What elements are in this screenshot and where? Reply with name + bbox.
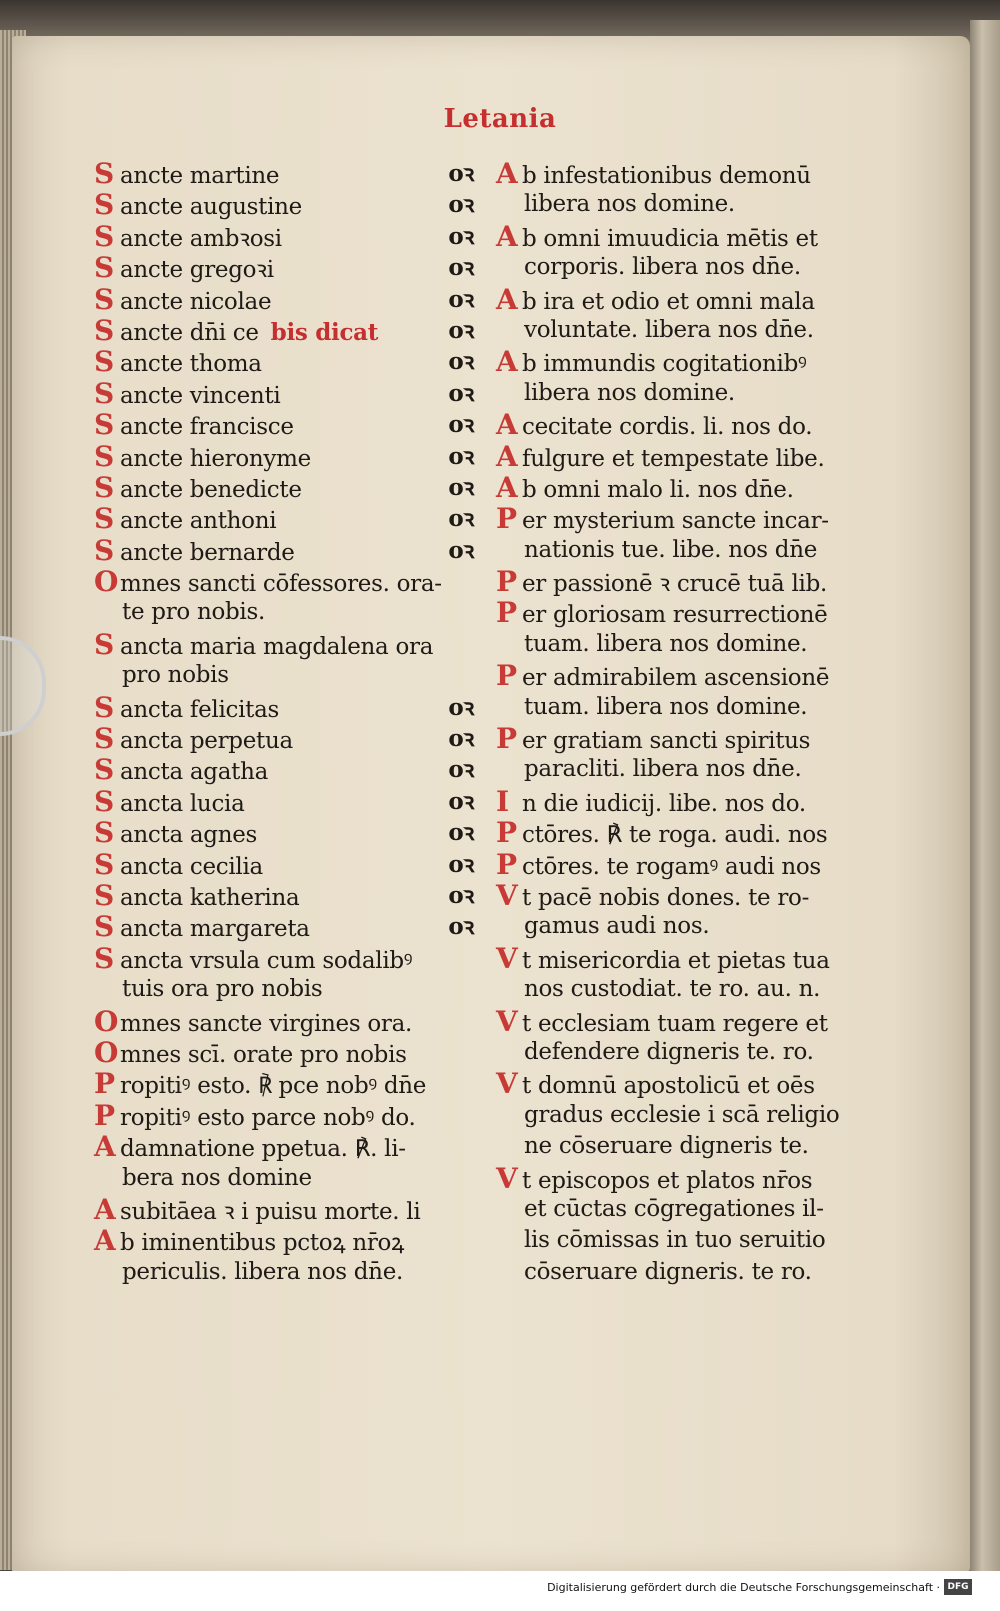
line-text: mnes sancte virgines ora.	[120, 1010, 413, 1037]
line-text: t ecclesiam tuam regere et	[522, 1010, 828, 1037]
text-line	[496, 315, 876, 346]
rubricated-initial: S	[94, 878, 114, 912]
footer-credit: Digitalisierung gefördert durch die Deutsche Forschungsgemeinschaft ·	[547, 1581, 940, 1594]
text-line	[94, 817, 474, 848]
response-abbrev: oꝛ	[448, 191, 474, 219]
right-page-stack	[970, 20, 1000, 1580]
rubricated-initial: A	[94, 1192, 116, 1226]
line-text: t pacē nobis dones. te ro-	[522, 884, 810, 911]
text-line	[496, 692, 876, 723]
text-line	[94, 1131, 474, 1162]
text-line	[496, 409, 876, 440]
line-text: damnatione ppetua. ℟. li-	[120, 1136, 406, 1163]
line-text: er passionē ꝛ crucē tuā lib.	[522, 571, 828, 598]
line-text: ancta felicitas	[120, 696, 280, 723]
line-text: ancte augustine	[120, 194, 302, 221]
line-text: ctōres. ℟ te roga. audi. nos	[522, 822, 828, 849]
text-line	[94, 692, 474, 723]
text-line	[496, 849, 876, 880]
line-text: ancte ambꝛosi	[120, 225, 282, 252]
text-line	[496, 1194, 876, 1225]
line-text: er gratiam sancti spiritus	[522, 728, 811, 755]
response-abbrev: oꝛ	[448, 536, 474, 564]
response-abbrev: oꝛ	[448, 379, 474, 407]
text-line	[94, 1068, 474, 1099]
line-text: ancte nicolae	[120, 288, 272, 315]
line-text: defendere digneris te. ro.	[524, 1038, 814, 1065]
rubricated-initial: A	[496, 345, 518, 379]
text-line	[94, 252, 474, 283]
line-text: gamus audi nos.	[524, 913, 710, 940]
text-line	[94, 849, 474, 880]
text-line	[496, 911, 876, 942]
line-text: mnes sancti cōfessores. ora-	[120, 571, 442, 598]
text-line	[496, 660, 876, 691]
line-text: er mysterium sancte incar-	[522, 508, 829, 535]
rubricated-initial: S	[94, 470, 114, 504]
rubric-text: bis dicat	[270, 318, 379, 346]
text-line	[94, 284, 474, 315]
line-text: ancte thoma	[120, 351, 262, 378]
line-text: corporis. libera nos dn̄e.	[524, 254, 801, 281]
text-line	[496, 1163, 876, 1194]
text-line	[94, 1225, 474, 1256]
rubricated-initial: S	[94, 816, 114, 850]
rubricated-initial: S	[94, 188, 114, 222]
line-text: ancta agatha	[120, 759, 268, 786]
rubricated-initial: A	[94, 1224, 116, 1258]
text-line	[496, 472, 876, 503]
text-line	[94, 943, 474, 974]
line-text: ancte martine	[120, 163, 280, 189]
rubricated-initial: S	[94, 502, 114, 536]
response-abbrev: oꝛ	[448, 348, 474, 376]
text-line	[496, 441, 876, 472]
response-abbrev: oꝛ	[448, 881, 474, 909]
response-abbrev: oꝛ	[448, 850, 474, 878]
line-text: ancta agnes	[120, 822, 258, 849]
text-line	[94, 754, 474, 785]
rubricated-initial: A	[496, 439, 518, 473]
text-line	[496, 597, 876, 628]
line-text: subitāea ꝛ i puisu morte. li	[120, 1198, 421, 1225]
line-text: ancta katherina	[120, 884, 300, 911]
rubricated-initial: S	[94, 408, 114, 442]
response-abbrev: oꝛ	[448, 505, 474, 533]
rubricated-initial: S	[94, 533, 114, 567]
line-text: ropitiꝰ esto parce nobꝰ do.	[120, 1104, 416, 1131]
line-text: lis cōmissas in tuo seruitio	[524, 1227, 826, 1254]
response-abbrev: oꝛ	[448, 285, 474, 313]
line-text: b iminentibus pctoꝝ nr̄oꝝ	[120, 1230, 405, 1257]
rubricated-initial: S	[94, 910, 114, 944]
dfg-logo: DFG	[944, 1579, 972, 1595]
text-line	[94, 441, 474, 472]
text-line	[94, 566, 474, 597]
rubricated-initial: S	[94, 627, 114, 661]
rubricated-initial: O	[94, 1035, 119, 1069]
response-abbrev: oꝛ	[448, 913, 474, 941]
text-line	[94, 1006, 474, 1037]
text-line	[94, 786, 474, 817]
response-abbrev: oꝛ	[448, 254, 474, 282]
line-text: libera nos domine.	[524, 191, 735, 218]
text-line	[496, 974, 876, 1005]
text-line	[496, 252, 876, 283]
text-line	[94, 974, 474, 1005]
line-text: tuam. libera nos domine.	[524, 693, 808, 720]
rubricated-initial: A	[496, 408, 518, 442]
text-line	[94, 221, 474, 252]
rubricated-initial: S	[94, 753, 114, 787]
text-line	[496, 1037, 876, 1068]
text-line	[496, 284, 876, 315]
text-line	[496, 535, 876, 566]
rubricated-initial: P	[496, 816, 517, 850]
line-text: libera nos domine.	[524, 379, 735, 406]
text-line	[496, 817, 876, 848]
line-text: b immundis cogitationibꝰ	[522, 351, 807, 378]
rubricated-initial: S	[94, 345, 114, 379]
line-text: ancta vrsula cum sodalibꝰ	[120, 947, 413, 974]
rubricated-initial: A	[94, 1130, 116, 1164]
line-text: n die iudicij. libe. nos do.	[522, 790, 806, 817]
response-abbrev: oꝛ	[448, 473, 474, 501]
text-line	[94, 880, 474, 911]
line-text: ancta margareta	[120, 916, 310, 943]
rubricated-initial: A	[496, 470, 518, 504]
line-text: er gloriosam resurrectionē	[522, 602, 828, 629]
rubricated-initial: V	[496, 1004, 518, 1038]
line-text: t misericordia et pietas tua	[522, 947, 830, 974]
response-abbrev: oꝛ	[448, 411, 474, 439]
text-line	[94, 409, 474, 440]
text-line	[94, 1257, 474, 1288]
text-line	[94, 189, 474, 220]
response-abbrev: oꝛ	[448, 756, 474, 784]
response-abbrev: oꝛ	[448, 725, 474, 753]
line-text: periculis. libera nos dn̄e.	[122, 1258, 404, 1285]
text-line	[94, 1194, 474, 1225]
text-line	[94, 911, 474, 942]
rubricated-initial: V	[496, 1161, 518, 1195]
line-text: ancte bernarde	[120, 539, 295, 566]
line-text: ne cōseruare digneris te.	[524, 1133, 809, 1160]
text-line	[94, 1100, 474, 1131]
line-text: b omni imuudicia mētis et	[522, 225, 818, 252]
footer-bar	[0, 1571, 1000, 1611]
rubricated-initial: P	[496, 722, 517, 756]
line-text: t domnū apostolicū et oēs	[522, 1073, 815, 1100]
text-line	[496, 378, 876, 409]
line-text: b ira et odio et omni mala	[522, 288, 815, 315]
rubricated-initial: P	[496, 502, 517, 536]
response-abbrev: oꝛ	[448, 316, 474, 344]
line-text: ancte dn̄i ce	[120, 319, 259, 346]
rubricated-initial: P	[496, 659, 517, 693]
text-line	[496, 1100, 876, 1131]
line-text: ctōres. te rogamꝰ audi nos	[522, 853, 821, 880]
line-text: nos custodiat. te ro. au. n.	[524, 976, 821, 1003]
rubricated-initial: S	[94, 313, 114, 347]
line-text: mnes scī. orate pro nobis	[120, 1041, 407, 1068]
text-line	[94, 1163, 474, 1194]
text-line	[94, 346, 474, 377]
line-text: ancta lucia	[120, 790, 245, 817]
rubricated-initial: S	[94, 439, 114, 473]
text-line	[496, 1225, 876, 1256]
line-text: tuis ora pro nobis	[122, 976, 323, 1003]
line-text: cecitate cordis. li. nos do.	[522, 414, 813, 441]
line-text: cōseruare digneris. te ro.	[524, 1258, 812, 1285]
rubricated-initial: V	[496, 878, 518, 912]
rubricated-initial: V	[496, 941, 518, 975]
rubricated-initial: V	[496, 1067, 518, 1101]
rubricated-initial: S	[94, 847, 114, 881]
page-header: Letania	[443, 104, 557, 134]
rubricated-initial: S	[94, 690, 114, 724]
rubricated-initial: S	[94, 941, 114, 975]
text-line	[94, 535, 474, 566]
rubricated-initial: P	[496, 565, 517, 599]
rubricated-initial: S	[94, 282, 114, 316]
response-abbrev: oꝛ	[448, 819, 474, 847]
line-text: ancta cecilia	[120, 853, 263, 880]
text-line	[496, 158, 876, 189]
line-text: ancta maria magdalena ora	[120, 633, 434, 660]
text-line	[496, 1006, 876, 1037]
response-abbrev: oꝛ	[448, 160, 474, 187]
text-line	[496, 629, 876, 660]
rubricated-initial: S	[94, 722, 114, 756]
text-line	[496, 880, 876, 911]
line-text: fulgure et tempestate libe.	[522, 445, 825, 472]
rubricated-initial: S	[94, 251, 114, 285]
text-line	[496, 723, 876, 754]
rubricated-initial: A	[496, 157, 518, 190]
text-line	[94, 660, 474, 691]
text-line	[94, 1037, 474, 1068]
response-abbrev: oꝛ	[448, 787, 474, 815]
text-line	[496, 1257, 876, 1288]
rubricated-initial: S	[94, 219, 114, 253]
response-abbrev: oꝛ	[448, 222, 474, 250]
line-text: voluntate. libera nos dn̄e.	[524, 316, 814, 343]
text-line	[94, 503, 474, 534]
line-text: paracliti. libera nos dn̄e.	[524, 756, 802, 783]
line-text: ancte hieronyme	[120, 445, 311, 472]
text-line	[496, 221, 876, 252]
rubricated-initial: P	[496, 596, 517, 630]
response-abbrev: oꝛ	[448, 442, 474, 470]
rubricated-initial: P	[94, 1098, 115, 1132]
rubricated-initial: O	[94, 1004, 119, 1038]
line-text: ancte francisce	[120, 414, 294, 441]
rubricated-initial: S	[94, 157, 114, 190]
line-text: b infestationibus demonū	[522, 163, 811, 189]
text-line	[496, 786, 876, 817]
text-line	[496, 1131, 876, 1162]
rubricated-initial: P	[496, 847, 517, 881]
line-text: t episcopos et platos nr̄os	[522, 1167, 813, 1194]
right-column	[496, 158, 876, 1288]
text-line	[94, 472, 474, 503]
line-text: ancte vincenti	[120, 382, 281, 409]
text-line	[496, 1068, 876, 1099]
text-line	[496, 503, 876, 534]
response-abbrev: oꝛ	[448, 693, 474, 721]
text-line	[94, 597, 474, 628]
text-line	[94, 378, 474, 409]
line-text: er admirabilem ascensionē	[522, 665, 830, 692]
text-line	[496, 566, 876, 597]
line-text: b omni malo li. nos dn̄e.	[522, 476, 794, 503]
line-text: ancta perpetua	[120, 728, 293, 755]
left-column	[94, 158, 474, 1288]
line-text: bera nos domine	[122, 1164, 312, 1191]
line-text: tuam. libera nos domine.	[524, 630, 808, 657]
text-line	[496, 943, 876, 974]
line-text: ancte gregoꝛi	[120, 257, 274, 284]
rubricated-initial: S	[94, 784, 114, 818]
text-line	[496, 189, 876, 220]
line-text: gradus ecclesie i scā religio	[524, 1101, 840, 1128]
line-text: ropitiꝰ esto. ℟ pce nobꝰ dn̄e	[120, 1073, 427, 1100]
text-line	[94, 315, 474, 346]
rubricated-initial: A	[496, 282, 518, 316]
text-line	[496, 346, 876, 377]
rubricated-initial: S	[94, 376, 114, 410]
text-line	[94, 723, 474, 754]
text-line	[496, 754, 876, 785]
rubricated-initial: O	[94, 565, 119, 599]
line-text: et cūctas cōgregationes il-	[524, 1195, 824, 1222]
rubricated-initial: A	[496, 219, 518, 253]
line-text: ancte anthoni	[120, 508, 277, 535]
line-text: te pro nobis.	[122, 599, 265, 626]
rubricated-initial: I	[496, 784, 509, 818]
line-text: nationis tue. libe. nos dn̄e	[524, 536, 818, 563]
text-line	[94, 629, 474, 660]
text-line	[94, 158, 474, 189]
line-text: pro nobis	[122, 662, 229, 689]
rubricated-initial: P	[94, 1067, 115, 1101]
line-text: ancte benedicte	[120, 476, 302, 503]
